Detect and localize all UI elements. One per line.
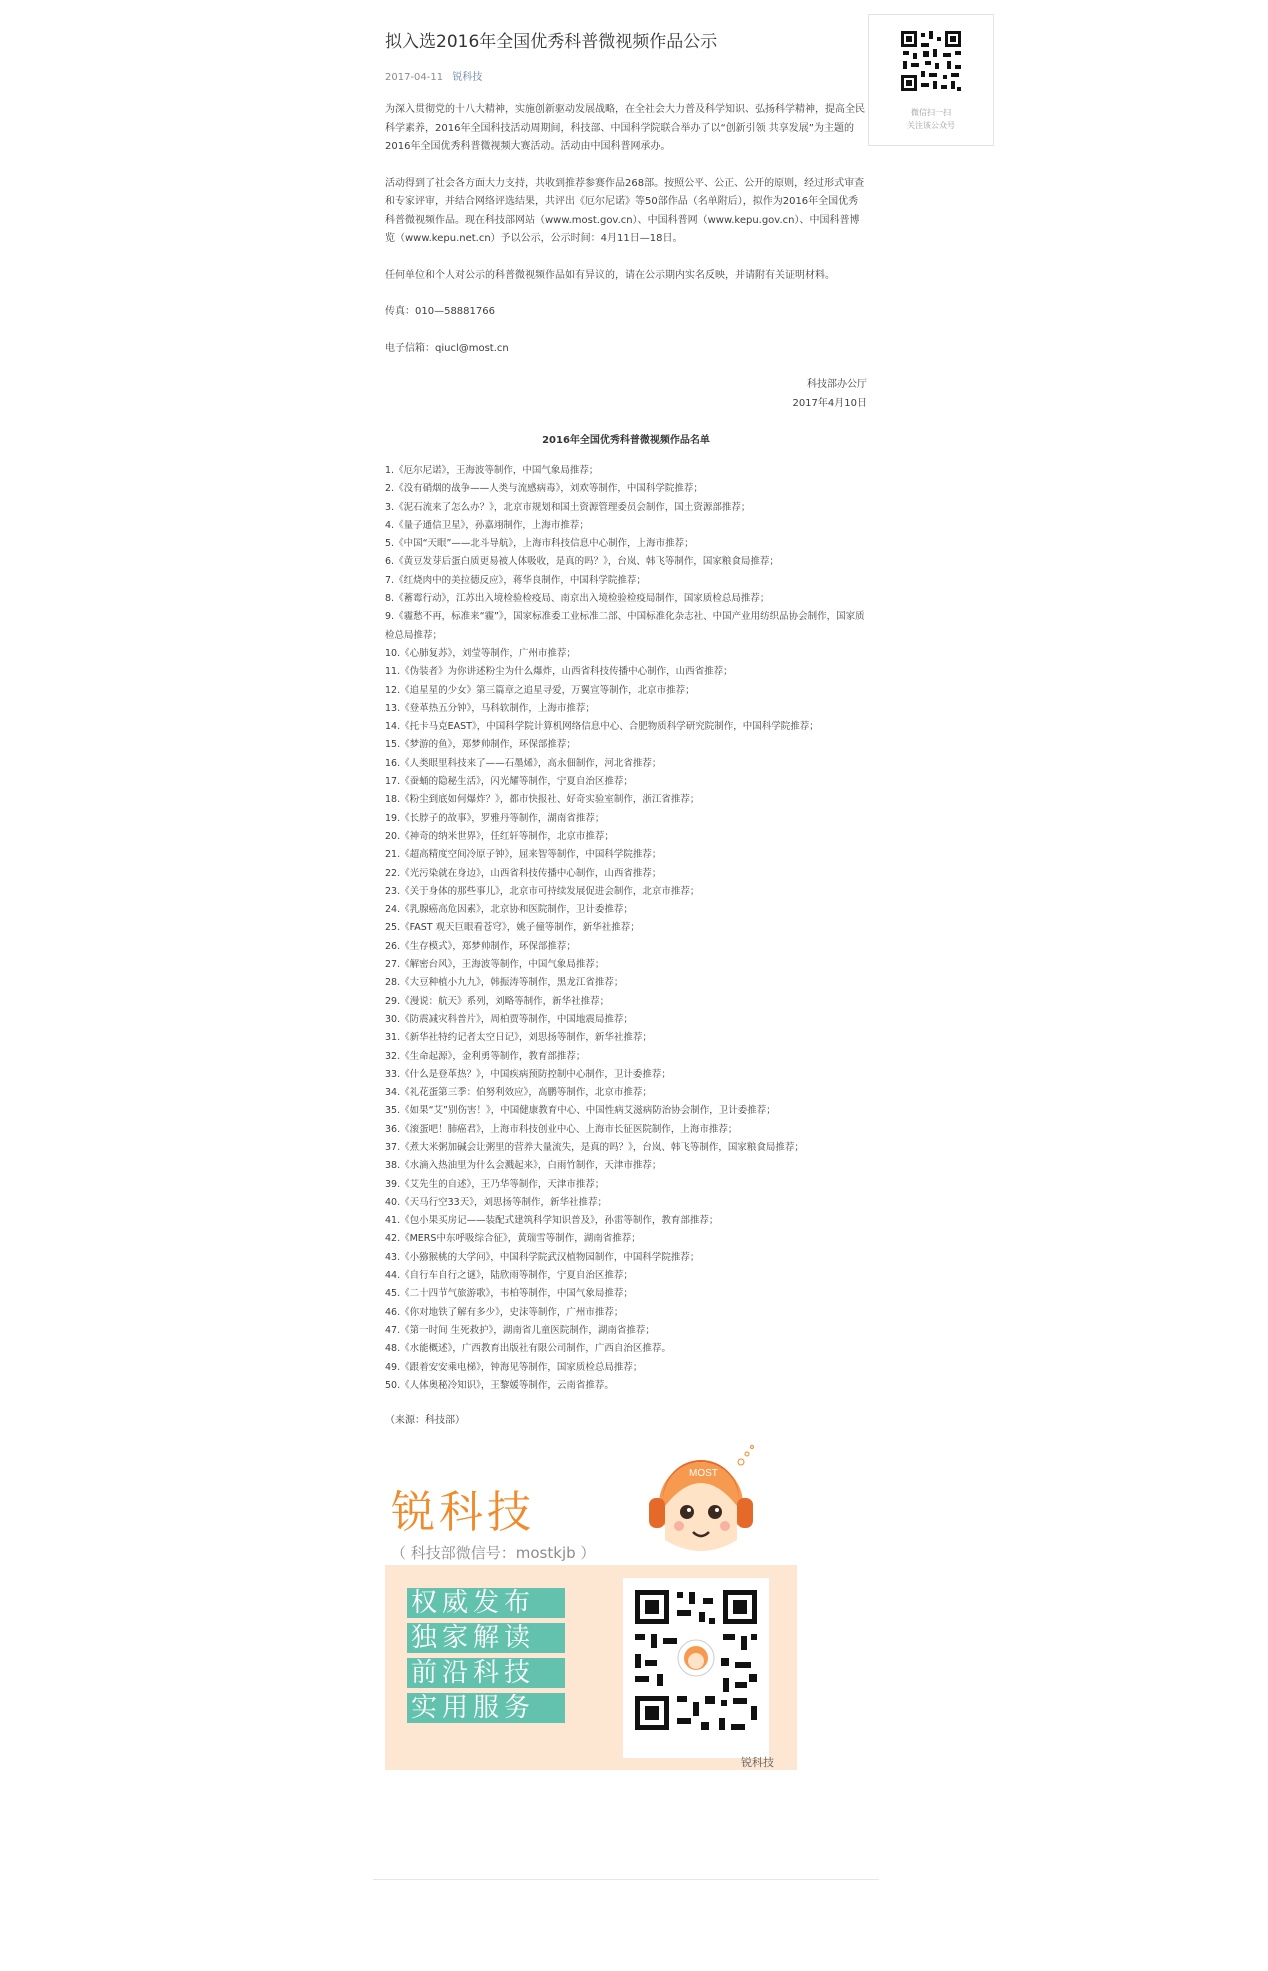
qr-caption-scan: 微信扫一扫 (911, 108, 951, 117)
list-item: 4.《量子通信卫星》，孙嘉翊制作，上海市推荐； (385, 519, 589, 531)
list-item: 33.《什么是登革热？》，中国疾病预防控制中心制作，卫计委推荐； (385, 1068, 671, 1080)
list-item: 3.《泥石流来了怎么办？》，北京市规划和国土资源管理委员会制作，国土资源部推荐； (385, 501, 751, 513)
qr-code-large (623, 1578, 769, 1758)
list-item: 34.《礼花蛋第三季：伯努利效应》，高鹏等制作，北京市推荐； (385, 1087, 652, 1099)
promo-banner (385, 1440, 797, 1770)
list-item: 7.《红烧肉中的美拉德反应》，蒋华良制作，中国科学院推荐； (385, 574, 646, 586)
list-item: 37.《煮大米粥加碱会让粥里的营养大量流失，是真的吗？》，台岚、韩飞等制作，国家粮食局推荐； (385, 1141, 804, 1153)
email-line: 电子信箱：qiucl@most.cn (385, 342, 509, 354)
list-item: 29.《漫说：航天》系列，刘略等制作，新华社推荐； (385, 995, 610, 1007)
signature (385, 376, 867, 413)
list-item: 31.《新华社特约记者太空日记》，刘思扬等制作，新华社推荐； (385, 1032, 652, 1044)
qr-label: 锐科技 (741, 1756, 774, 1770)
list-item: 21.《超高精度空间冷原子钟》，屈来智等制作，中国科学院推荐； (385, 849, 662, 861)
list-item: 43.《小猕猴桃的大学问》，中国科学院武汉植物园制作，中国科学院推荐； (385, 1251, 700, 1263)
list-item: 8.《蓄霉行动》，江苏出入境检验检疫局、南京出入境检验检疫局制作，国家质检总局推荐； (385, 593, 770, 605)
paragraph: 活动得到了社会各方面大力支持，共收到推荐参赛作品268部。按照公平、公正、公开的原则，经过形式审查和专家评审，并结合网络评选结果，共评出《厄尔尼诺》等50部作品（名单附后），拟作为2016年全国优秀科普微视频作品。现在科技部网站（www.most.gov.cn）、中国科普网（www.kepu.gov.cn）、中国科普博览（www.kepu.net.cn）予以公示，公示时间：4月11日—18日。 (385, 177, 865, 244)
list-item: 44.《自行车自行之谜》，陆欣雨等制作，宁夏自治区推荐； (385, 1270, 633, 1282)
list-item: 16.《人类眼里科技来了——石墨烯》，高永佃制作，河北省推荐； (385, 757, 662, 769)
list-item: 9.《霾愁不再，标准来“霾”》，国家标准委工业标准二部、中国标准化杂志社、中国产业用纺织品协会制作，国家质检总局推荐； (385, 611, 865, 641)
list-item: 46.《你对地铁了解有多少》，史沫等制作，广州市推荐； (385, 1306, 624, 1318)
list-item: 6.《黄豆发芽后蛋白质更易被人体吸收，是真的吗？》，台岚、韩飞等制作，国家粮食局推荐； (385, 556, 779, 568)
slogan-tag: 实用服务 (407, 1693, 565, 1723)
bottom-divider (373, 1879, 879, 1880)
list-item: 22.《光污染就在身边》，山西省科技传播中心制作，山西省推荐； (385, 867, 662, 879)
works-list (385, 462, 867, 1395)
account-link[interactable]: 锐科技 (452, 72, 483, 83)
brand-name: 锐科技 (391, 1487, 535, 1539)
fax-line: 传真：010—58881766 (385, 306, 495, 317)
list-title: 2016年全国优秀科普微视频作品名单 (542, 435, 710, 446)
list-item: 45.《二十四节气旅游歌》，韦柏等制作，中国气象局推荐； (385, 1288, 633, 1300)
qr-caption-follow: 关注该公众号 (907, 121, 955, 130)
source-line: （来源：科技部） (385, 1415, 465, 1427)
list-item: 20.《神奇的纳米世界》，任红轩等制作，北京市推荐； (385, 830, 614, 842)
list-item: 14.《托卡马克EAST》，中国科学院计算机网络信息中心、合肥物质科学研究院制作，中国科学院推荐； (385, 721, 819, 733)
list-item: 10.《心肺复苏》，刘莹等制作，广州市推荐； (385, 647, 576, 659)
list-item: 49.《跟着安安乘电梯》，钟海见等制作，国家质检总局推荐； (385, 1361, 643, 1373)
list-item: 13.《登革热五分钟》，马科软制作，上海市推荐； (385, 702, 595, 714)
list-item: 19.《长脖子的故事》，罗雅丹等制作，湖南省推荐； (385, 812, 605, 824)
signature-date: 2017年4月10日 (792, 397, 867, 409)
list-item: 1.《厄尔尼诺》，王海波等制作，中国气象局推荐； (385, 465, 599, 476)
mascot-text: MOST (689, 1468, 718, 1480)
article (385, 22, 867, 1770)
list-item: 23.《关于身体的那些事儿》，北京市可持续发展促进会制作，北京市推荐； (385, 885, 700, 897)
list-item: 28.《大豆种植小九九》，韩振涛等制作，黑龙江省推荐； (385, 977, 624, 989)
list-item: 39.《艾先生的自述》，王乃华等制作，天津市推荐； (385, 1178, 605, 1190)
list-item: 26.《生存模式》，郑梦帅制作，环保部推荐； (385, 940, 576, 952)
article-meta (385, 68, 867, 83)
list-item: 18.《粉尘到底如何爆炸？》，都市快报社、好奇实验室制作，浙江省推荐； (385, 794, 700, 806)
list-item: 2.《没有硝烟的战争——人类与流感病毒》，刘欢等制作，中国科学院推荐； (385, 483, 703, 495)
list-item: 24.《乳腺癌高危因素》，北京协和医院制作，卫计委推荐； (385, 904, 633, 916)
slogan-tag: 前沿科技 (407, 1658, 565, 1688)
list-item: 38.《水滴入热油里为什么会溅起来》，白雨竹制作，天津市推荐； (385, 1160, 662, 1172)
wechat-id: （ 科技部微信号：mostkjb ） (391, 1544, 596, 1563)
list-item: 47.《第一时间 生死救护》，湖南省儿童医院制作，湖南省推荐； (385, 1324, 655, 1336)
list-item: 41.《包小果买房记——装配式建筑科学知识普及》，孙雷等制作，教育部推荐； (385, 1215, 719, 1227)
list-item: 17.《蚕蛹的隐秘生活》，闪光耀等制作，宁夏自治区推荐； (385, 776, 633, 788)
publish-date: 2017-04-11 (385, 72, 444, 83)
list-item: 12.《追星星的少女》第三篇章之追星寻爱，万翼宣等制作，北京市推荐； (385, 684, 695, 696)
list-item: 48.《水能概述》，广西教育出版社有限公司制作，广西自治区推荐。 (385, 1343, 671, 1355)
list-item: 5.《中国“天眼”——北斗导航》，上海市科技信息中心制作，上海市推荐； (385, 538, 694, 550)
slogan-tag: 权威发布 (407, 1588, 565, 1618)
sidebar-qr-box (868, 14, 994, 146)
list-item: 35.《如果“艾”别伤害！》，中国健康教育中心、中国性病艾滋病防治协会制作，卫计委推荐； (385, 1105, 776, 1117)
qr-code-icon (623, 1578, 769, 1758)
list-item: 36.《滚蛋吧！肺癌君》，上海市科技创业中心、上海市长征医院制作，上海市推荐； (385, 1123, 738, 1135)
list-item: 40.《天马行空33天》，刘思扬等制作，新华社推荐； (385, 1196, 607, 1208)
list-item: 27.《解密台风》，王海波等制作，中国气象局推荐； (385, 959, 605, 971)
signature-org: 科技部办公厅 (807, 379, 867, 390)
list-item: 30.《防震减灾科普片》，周柏贾等制作，中国地震局推荐； (385, 1013, 633, 1025)
mascot-icon (643, 1440, 763, 1562)
slogan-tag: 独家解读 (407, 1623, 565, 1653)
list-item: 25.《FAST 观天巨眼看苍穹》，姚子僮等制作，新华社推荐； (385, 922, 640, 934)
list-item: 15.《梦游的鱼》，郑梦帅制作，环保部推荐； (385, 739, 576, 751)
paragraph: 为深入贯彻党的十八大精神，实施创新驱动发展战略，在全社会大力普及科学知识、弘扬科学精神，提高全民科学素养，2016年全国科技活动周期间，科技部、中国科学院联合举办了以“创新引领 共享发展”为主题的2016年全国优秀科普微视频大赛活动。活动由中国科普网承办。 (385, 104, 865, 152)
list-item: 32.《生命起源》，金利勇等制作，教育部推荐； (385, 1050, 586, 1062)
qr-code-icon (899, 29, 963, 93)
list-item: 11.《伪装者》为你讲述粉尘为什么爆炸，山西省科技传播中心制作，山西省推荐； (385, 666, 733, 678)
paragraph: 任何单位和个人对公示的科普微视频作品如有异议的，请在公示期内实名反映，并请附有关证明材料。 (385, 269, 835, 281)
article-title: 拟入选2016年全国优秀科普微视频作品公示 (385, 32, 718, 52)
list-item: 42.《MERS中东呼吸综合征》，黄瑞雪等制作，湖南省推荐； (385, 1233, 641, 1245)
list-item: 50.《人体奥秘冷知识》，王黎媛等制作，云南省推荐。 (385, 1379, 614, 1391)
